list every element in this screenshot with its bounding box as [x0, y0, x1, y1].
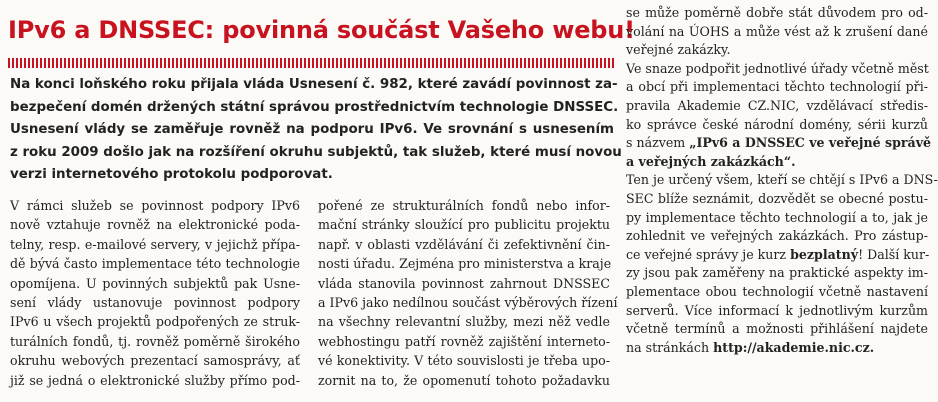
body-line — [626, 339, 928, 358]
body-line: IPv6 u všech projektů podpořených ze struk- — [10, 314, 300, 330]
body-line: a obcí při implementaci těchto technologií při- — [626, 79, 928, 95]
body-column-1 — [10, 196, 300, 390]
body-line: vé konektivity. V této souvislosti je třeba upo- — [318, 353, 610, 369]
body-line: Ve snaze podpořit jednotlivé úřady včetně měst — [626, 60, 929, 76]
body-line: pořené ze strukturálních fondů nebo infor- — [318, 198, 610, 213]
body-line: se může poměrně dobře stát důvodem pro od- — [626, 5, 928, 20]
lead-line: verzi internetového protokolu podporovat. — [10, 167, 333, 182]
course-name-continued: a veřejných zakázkách“. — [626, 153, 796, 169]
body-line: Ten je určený všem, kteří se chtějí s IPv6 a DNS- — [626, 172, 938, 188]
body-line: pravila Akademie CZ.NIC, vzdělávací středis- — [626, 97, 928, 113]
body-line: V rámci služeb se povinnost podpory IPv6 — [10, 198, 300, 213]
body-line: a IPv6 jako nedílnou součást výběrových řízení — [318, 295, 618, 311]
body-line: turálních fondů, tj. rovněž poměrně širokého — [10, 333, 300, 349]
body-line: SEC blíže seznámit, dozvědět se obecné postu- — [626, 190, 928, 206]
article-lead — [10, 74, 622, 187]
body-line: vláda stanovila povinnost zahrnout DNSSEC — [318, 275, 610, 291]
text-fragment: na stránkách — [626, 339, 714, 355]
body-line: mační stránky sloužící pro publicitu projektu — [318, 217, 610, 233]
lead-line: Na konci loňského roku přijala vláda Usnesení č. 982, které zavádí povinnost za- — [10, 77, 618, 92]
body-line: zohlednit ve veřejných zakázkách. Pro zástup- — [626, 228, 928, 244]
text-fragment: ce veřejné správy je kurz — [626, 246, 791, 262]
body-line: nosti úřadu. Zejména pro ministerstva a kraje — [318, 256, 612, 272]
body-line: zornit na to, že opomenutí tohoto požadavku — [318, 372, 610, 388]
body-column-2 — [318, 196, 618, 390]
free-highlight: bezplatný — [790, 246, 859, 262]
body-line: opomíjena. U povinných subjektů pak Usne- — [10, 275, 300, 291]
text-fragment: ! Další kur- — [858, 246, 930, 262]
dotted-divider — [8, 58, 616, 68]
body-column-3 — [626, 4, 938, 357]
akademie-link: http://akademie.nic.cz. — [713, 339, 875, 355]
body-line: ko správce české národní domény, sérii kurzů — [626, 116, 928, 132]
lead-line: bezpečení domén držených státní správou prostřednictvím technologie DNSSEC. — [10, 99, 619, 115]
article-headline: IPv6 a DNSSEC: povinná součást Vašeho webu! — [8, 16, 635, 44]
lead-line: Usnesení vlády se zaměřuje rovněž na podporu IPv6. Ve srovnání s usnesením — [10, 122, 614, 137]
body-line: okruhu webových prezentací samosprávy, ať — [10, 353, 300, 369]
body-line: již se jedná o elektronické služby přímo pod- — [10, 372, 300, 388]
body-line: např. v oblasti vzdělávání či zefektivnění čin- — [318, 236, 610, 252]
body-line: sení vlády ustanovuje povinnost podpory — [10, 295, 300, 311]
text-fragment: s názvem — [626, 135, 690, 151]
course-name: „IPv6 a DNSSEC ve veřejné správě — [689, 135, 932, 151]
body-line: dě bývá často implementace této technologie — [10, 256, 300, 272]
body-line: telny, resp. e-mailové servery, v jejichž přípa- — [10, 236, 300, 252]
body-line: webhostingu patří rovněž zajištění interneto- — [318, 333, 610, 349]
body-line: py implementace těchto technologií a to, jak je — [626, 209, 928, 225]
body-line: na všechny relevantní služby, mezi něž vedle — [318, 314, 610, 330]
body-line: serverů. Více informací k jednotlivým kurzům — [626, 302, 928, 318]
body-line: zy jsou pak zaměřeny na praktické aspekty im- — [626, 265, 928, 281]
body-line: veřejné zakázky. — [626, 42, 731, 58]
body-line — [626, 134, 932, 153]
body-line — [626, 246, 928, 265]
lead-line: z roku 2009 došlo jak na rozšíření okruhu subjektů, tak služeb, které musí novou — [10, 144, 622, 160]
body-line: plementace obou technologií včetně nastavení — [626, 283, 928, 299]
body-line: nově vztahuje rovněž na elektronické poda- — [10, 217, 300, 233]
body-line: volání na ÚOHS a může vést až k zrušení dané — [626, 23, 928, 39]
body-line: včetně termínů a možnosti přihlášení najdete — [626, 321, 928, 337]
